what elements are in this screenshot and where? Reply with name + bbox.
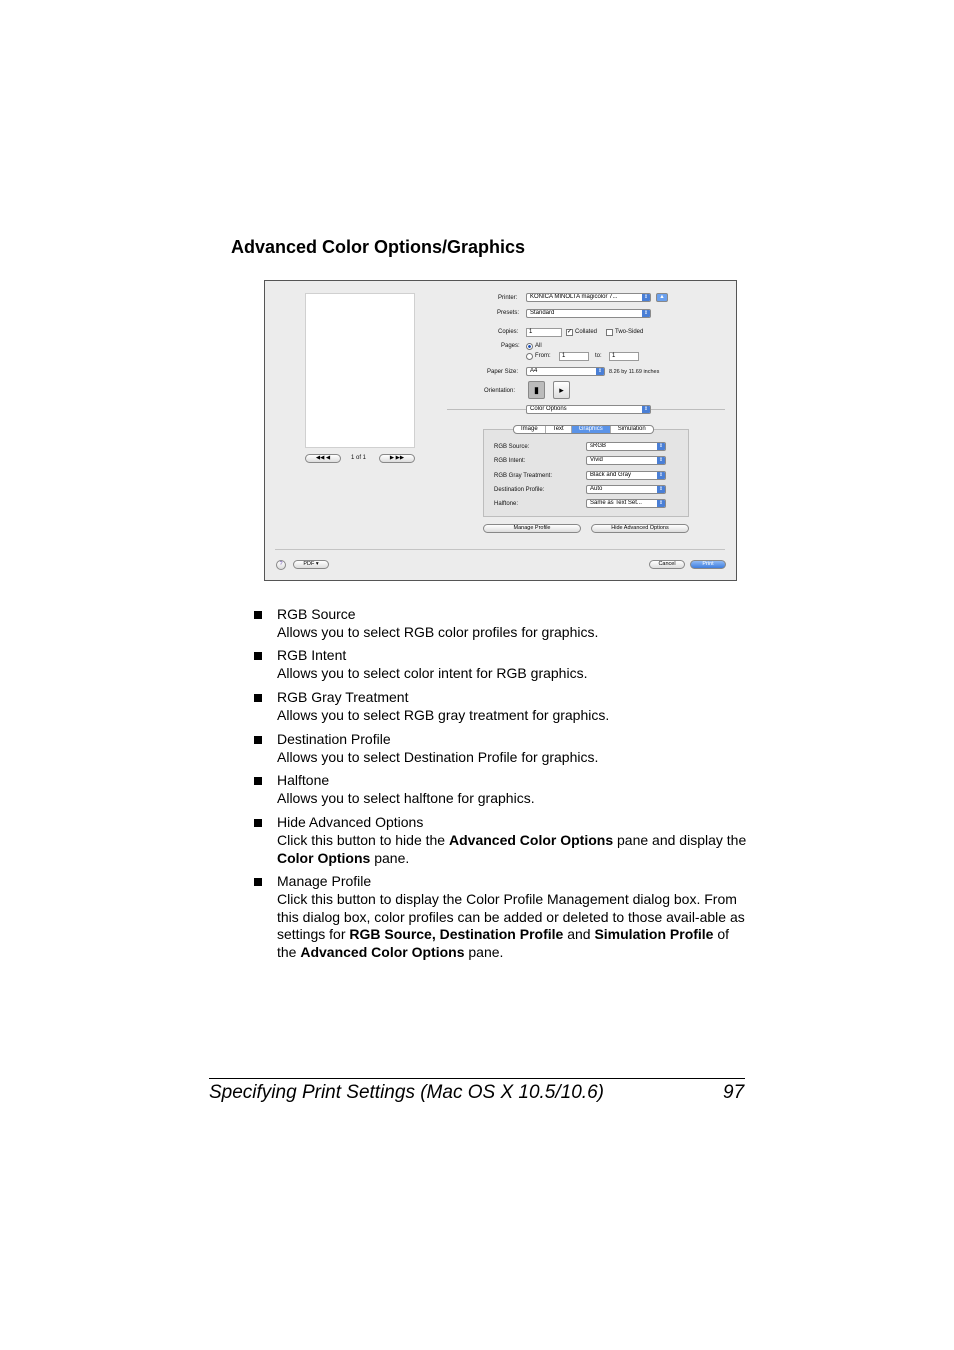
- rgb-gray-treatment-select[interactable]: Black and Gray ⇕: [586, 471, 666, 480]
- pages-label: Pages:: [501, 343, 520, 349]
- footer-title: Specifying Print Settings (Mac OS X 10.5/10.6): [209, 1082, 604, 1103]
- preview-page: [305, 293, 415, 448]
- pages-all-label: All: [535, 343, 542, 349]
- hide-advanced-options-button[interactable]: Hide Advanced Options: [591, 524, 689, 533]
- bullet-icon: [254, 777, 262, 785]
- chevron-down-icon: ⇕: [643, 406, 649, 412]
- rgb-intent-select[interactable]: Vivid ⇕: [586, 456, 666, 465]
- tab-graphics[interactable]: Graphics: [572, 426, 611, 433]
- to-input[interactable]: 1: [609, 352, 639, 361]
- item-title: Manage Profile: [277, 873, 372, 889]
- next-last-page-button[interactable]: ▶ ▶▶: [379, 454, 415, 463]
- paper-size-label: Paper Size:: [487, 369, 519, 375]
- pdf-button[interactable]: PDF ▾: [293, 560, 329, 569]
- two-sided-checkbox[interactable]: [606, 329, 613, 336]
- two-sided-label: Two-Sided: [615, 329, 644, 335]
- landscape-button[interactable]: [553, 381, 570, 399]
- tab-bar: [513, 425, 654, 434]
- item-title: Hide Advanced Options: [277, 814, 424, 830]
- item-title: Halftone: [277, 772, 330, 788]
- section-title: Advanced Color Options/Graphics: [231, 237, 526, 257]
- halftone-label: Halftone:: [494, 501, 519, 507]
- list-item: [254, 689, 754, 725]
- item-desc: Click this button to hide the Advanced Color Options pane and display the Color Options pane.: [277, 831, 747, 866]
- collated-checkbox[interactable]: ✓: [567, 329, 573, 335]
- destination-profile-label: Destination Profile:: [494, 487, 545, 493]
- chevron-down-icon: ⇕: [658, 486, 664, 492]
- chevron-down-icon: ⇕: [597, 368, 603, 374]
- rgb-source-select[interactable]: sRGB ⇕: [586, 442, 666, 451]
- footer-rule: [209, 1078, 745, 1079]
- landscape-icon: ▸: [559, 385, 564, 395]
- orientation-label: Orientation:: [484, 388, 516, 394]
- chevron-down-icon: ⇕: [658, 443, 664, 449]
- list-item: [254, 814, 754, 867]
- paper-size-select[interactable]: A4 ⇕: [526, 367, 605, 376]
- list-item: [254, 873, 754, 962]
- item-title: RGB Gray Treatment: [277, 689, 409, 705]
- rgb-source-label: RGB Source:: [494, 444, 530, 450]
- presets-select[interactable]: Standard ⇕: [526, 309, 651, 318]
- printer-select[interactable]: KONICA MINOLTA magicolor 7... ⇕: [526, 293, 651, 302]
- tab-simulation[interactable]: Simulation: [617, 426, 646, 432]
- item-desc: Allows you to select halftone for graphics.: [277, 789, 535, 806]
- cancel-button[interactable]: Cancel: [649, 560, 685, 569]
- help-icon[interactable]: ?: [276, 560, 286, 570]
- chevron-down-icon: ⇕: [643, 310, 649, 316]
- chevron-down-icon: ⇕: [658, 457, 664, 463]
- graphics-tab-pane: [483, 429, 689, 517]
- presets-label: Presets:: [497, 310, 520, 316]
- bullet-icon: [254, 694, 262, 702]
- halftone-select[interactable]: Same as Text Set... ⇕: [586, 499, 666, 508]
- page-number: 97: [723, 1082, 745, 1103]
- item-title: RGB Source: [277, 606, 356, 622]
- list-item: [254, 731, 754, 767]
- portrait-icon: ▮: [534, 385, 539, 395]
- panel-select[interactable]: Color Options ⇕: [526, 405, 651, 414]
- manage-profile-button[interactable]: Manage Profile: [483, 524, 581, 533]
- copies-label: Copies:: [498, 329, 519, 335]
- printer-label: Printer:: [498, 295, 518, 301]
- page-count: 1 of 1: [351, 455, 367, 461]
- paper-size-dims: 8.26 by 11.69 inches: [609, 369, 660, 375]
- rgb-gray-treatment-label: RGB Gray Treatment:: [494, 473, 553, 479]
- collated-label: Collated: [575, 329, 598, 335]
- pages-from-radio[interactable]: [526, 353, 533, 360]
- item-desc: Click this button to display the Color Profile Management dialog box. From this dialog box, color profiles can be added or deleted to those avail-able as settings for RGB Source, Destination Profile and Simulation Profile of the Advanced Color Options pane.: [277, 890, 745, 961]
- divider: [275, 549, 725, 550]
- tab-text[interactable]: Text: [546, 426, 572, 433]
- item-title: Destination Profile: [277, 731, 391, 747]
- list-item: [254, 606, 754, 642]
- bullet-icon: [254, 736, 262, 744]
- first-prev-page-button[interactable]: ◀◀ ◀: [305, 454, 341, 463]
- portrait-button[interactable]: [528, 381, 545, 399]
- bullet-icon: [254, 878, 262, 886]
- from-input[interactable]: 1: [559, 352, 589, 361]
- destination-profile-select[interactable]: Auto ⇕: [586, 485, 666, 494]
- item-desc: Allows you to select RGB gray treatment for graphics.: [277, 706, 610, 723]
- list-item: [254, 647, 754, 683]
- bullet-icon: [254, 819, 262, 827]
- chevron-down-icon: ⇕: [658, 500, 664, 506]
- item-desc: Allows you to select RGB color profiles for graphics.: [277, 623, 599, 640]
- rgb-intent-label: RGB Intent:: [494, 458, 526, 464]
- chevron-down-icon: ⇕: [643, 294, 649, 300]
- bullet-icon: [254, 611, 262, 619]
- tab-image[interactable]: Image: [514, 426, 546, 433]
- to-label: to:: [595, 353, 602, 359]
- item-desc: Allows you to select Destination Profile for graphics.: [277, 748, 599, 765]
- from-label: From:: [535, 353, 551, 359]
- list-item: [254, 772, 754, 808]
- pages-all-radio[interactable]: [526, 343, 533, 350]
- item-desc: Allows you to select color intent for RGB graphics.: [277, 664, 588, 681]
- print-button[interactable]: Print: [690, 560, 726, 569]
- item-title: RGB Intent: [277, 647, 347, 663]
- chevron-down-icon: ⇕: [658, 472, 664, 478]
- print-dialog-screenshot: [264, 280, 737, 581]
- bullet-icon: [254, 652, 262, 660]
- collapse-button[interactable]: ▲: [656, 293, 668, 302]
- copies-input[interactable]: 1: [526, 328, 562, 337]
